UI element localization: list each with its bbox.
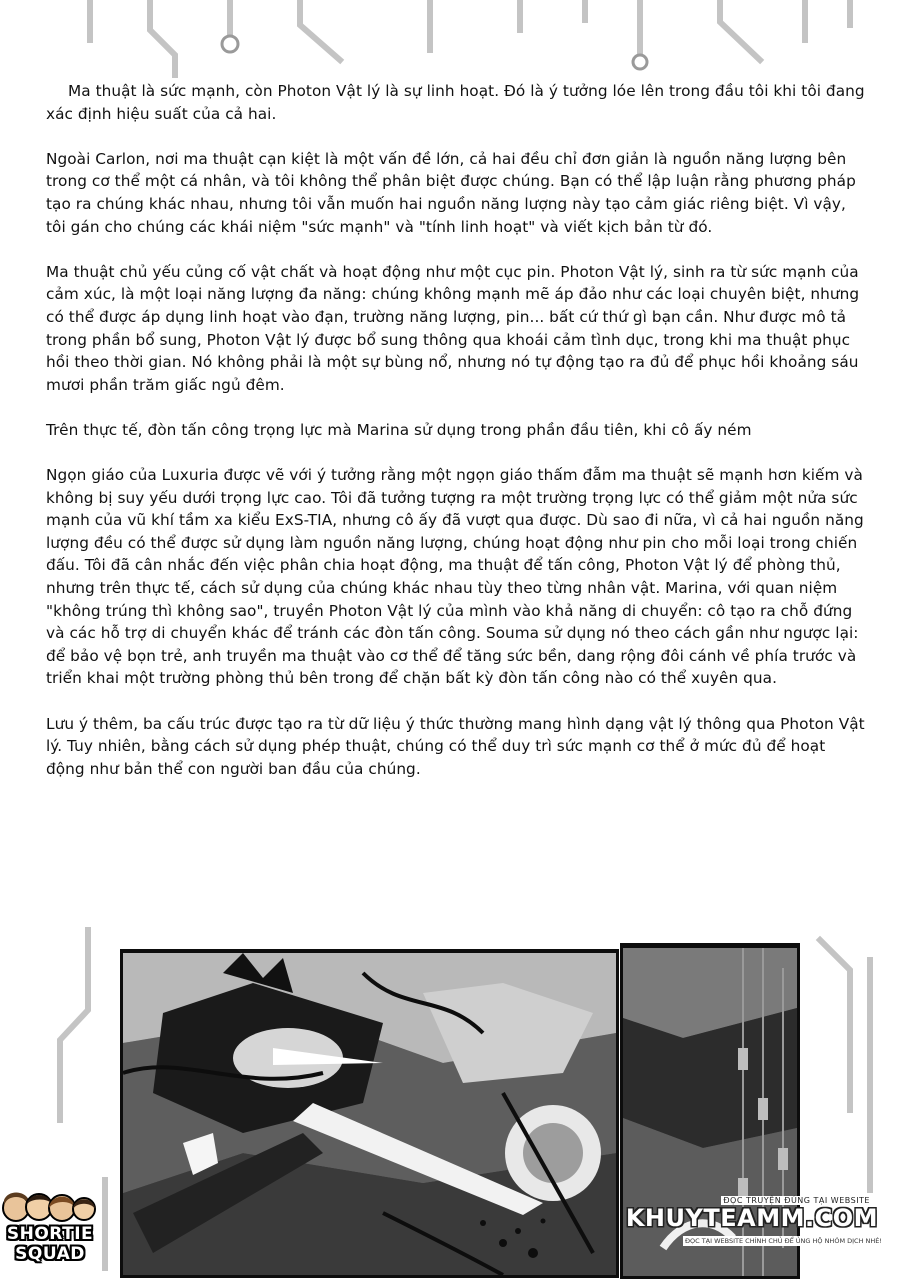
logo-text-shortie: SHORTIE	[6, 1224, 94, 1244]
paragraph-2: Ngoài Carlon, nơi ma thuật cạn kiệt là một vấn đề lớn, cả hai đều chỉ đơn giản là nguồn năng lượng bên trong cơ thể một cá nhân, và tôi không thể phân biệt được chúng. Bạn có thể lập luận rằng phương pháp tạo ra chúng khác nhau, nhưng tôi vẫn muốn hai nguồn năng lượng này tạo cảm giác riêng biệt. Vì vậy, tôi gán cho chúng các khái niệm "sức mạnh" và "tính linh hoạt" và viết kịch bản từ đó.	[46, 149, 856, 236]
paragraph-6: Lưu ý thêm, ba cấu trúc được tạo ra từ dữ liệu ý thức thường mang hình dạng vật lý thông qua Photon Vật lý. Tuy nhiên, bằng cách sử dụng phép thuật, chúng có thể duy trì sức mạnh cơ thể ở mức đủ để hoạt động như bản thể con người ban đầu của chúng.	[46, 714, 865, 778]
watermark-site-name: KHUYTEAMM.COM	[625, 1204, 878, 1232]
logo-text-squad: SQUAD	[15, 1244, 85, 1264]
paragraph-1: Ma thuật là sức mạnh, còn Photon Vật lý là sự linh hoạt. Đó là ý tưởng lóe lên trong đầu tôi khi tôi đang xác định hiệu suất của cả hai.	[46, 82, 865, 123]
watermark-top-line: ĐỌC TRUYỆN ĐÚNG TẠI WEBSITE	[723, 1196, 870, 1205]
paragraph-5: Ngọn giáo của Luxuria được vẽ với ý tưởng rằng một ngọn giáo thấm đẫm ma thuật sẽ mạnh hơn kiếm và không bị suy yếu dưới trọng lực cao. Tôi đã tưởng tượng ra một trường trọng lực có thể giảm một nửa sức mạnh của vũ khí tầm xa kiểu ExS-TIA, nhưng cô ấy đã vượt qua được. Dù sao đi nữa, vì cả hai nguồn năng lượng đều có thể được sử dụng làm nguồn năng lượng, chúng hoạt động như pin cho mỗi loại trong chiến đấu. Tôi đã cân nhắc đến việc phân chia hoạt động, ma thuật để tấn công, Photon Vật lý để phòng thủ, nhưng trên thực tế, cách sử dụng của chúng khác nhau tùy theo từng nhân vật. Marina, với quan niệm "không trúng thì không sao", truyền Photon Vật lý của mình vào khả năng di chuyển: cô tạo ra chỗ đứng và các hỗ trợ di chuyển khác để tránh các đòn tấn công. Souma sử dụng nó theo cách gần như ngược lại: để bảo vệ bọn trẻ, anh truyền ma thuật vào cơ thể để tăng sức bền, dang rộng đôi cánh về phía trước và triển khai một trường phòng thủ bên trong để chặn bất kỳ đòn tấn công nào có thể xuyên qua.	[46, 466, 864, 688]
shortie-squad-logo	[0, 1190, 98, 1271]
afterword-text	[46, 80, 866, 803]
paragraph-3: Ma thuật chủ yếu củng cố vật chất và hoạt động như một cục pin. Photon Vật lý, sinh ra từ sức mạnh của cảm xúc, là một loại năng lượng đa năng: chúng không mạnh mẽ áp đảo như các loại chuyên biệt, nhưng có thể được áp dụng linh hoạt vào đạn, trường năng lượng, pin... bất cứ thứ gì bạn cần. Như được mô tả trong phần bổ sung, Photon Vật lý được bổ sung thông qua khoái cảm tình dục, trong khi ma thuật phục hồi theo thời gian. Nó không phải là một sự bùng nổ, nhưng nó tự động tạo ra đủ để phục hồi khoảng sáu mươi phần trăm giấc ngủ đêm.	[46, 262, 860, 394]
website-watermark	[625, 1196, 890, 1256]
watermark-subtext: ĐỌC TẠI WEBSITE CHÍNH CHỦ ĐỂ ỦNG HỘ NHÓM DỊCH NHÉ!	[684, 1237, 882, 1245]
group-avatars-icon	[2, 1190, 96, 1224]
paragraph-4: Trên thực tế, đòn tấn công trọng lực mà Marina sử dụng trong phần đầu tiên, khi cô ấy ném	[46, 420, 752, 439]
manga-panel-left	[120, 949, 619, 1278]
action-illustration	[123, 953, 616, 1275]
